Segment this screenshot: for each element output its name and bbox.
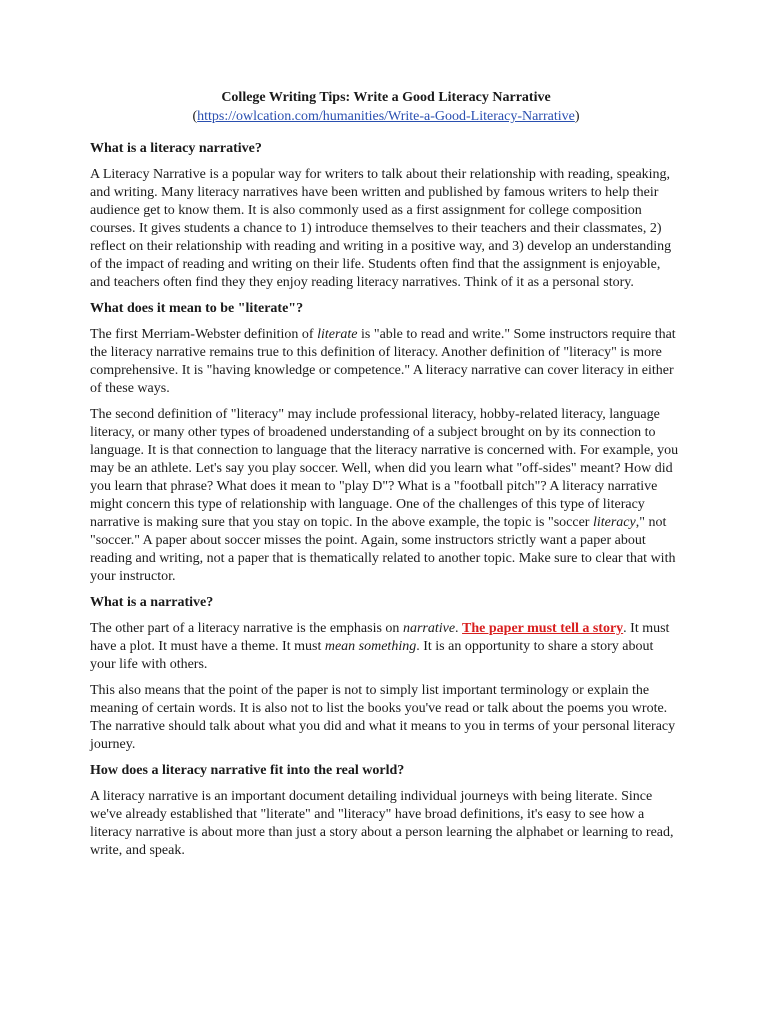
text-run: . (455, 621, 463, 636)
source-paren-open: ( (192, 109, 198, 124)
red-emphasis: The paper must tell a story (462, 621, 624, 636)
italic-term-literate: literate (317, 327, 358, 342)
source-paren-close: ) (574, 109, 580, 124)
paragraph-narrative-point: This also means that the point of the paper is not to simply list important terminology or explain the meaning of certain words. It is also not to list the books you've read or talk about the poems you wrote. The narrative should talk about what you did and what it means to you in terms of your personal literacy journey. (90, 683, 676, 752)
text-run: ," not "soccer." A paper about soccer misses the point. Again, some instructors strictly want a paper about reading and writing, not a paper that is thematically related to another topic. Make sure to clear that with your instructor. (90, 515, 676, 584)
document-title: College Writing Tips: Write a Good Literacy Narrative (221, 90, 551, 105)
document-page (90, 88, 682, 868)
paragraph-real-world: A literacy narrative is an important document detailing individual journeys with being literate. Since we've already established that "literate" and "literacy" have broad definitions, it's easy to see how a literacy narrative is about more than just a story about a person learning the alphabet or learning to read, write, and speak. (90, 789, 674, 858)
text-run: The second definition of "literacy" may include professional literacy, hobby-related literacy, language literacy, or many other types of broadened understanding of a subject brought on by its connection to language. It is that connection to language that the literacy narrative is concerned with. For example, you may be an athlete. Let's say you play soccer. Well, when did you learn what "off-sides" meant? How did you learn that phrase? What does it mean to "play D"? What is a "football pitch"? A literacy narrative might concern this type of relationship with language. One of the challenges of this type of literacy narrative is making sure that you stay on topic. In the above example, the topic is "soccer (90, 407, 679, 530)
text-run: . It must have a plot. It must have a theme. It must (90, 621, 670, 654)
italic-term-narrative: narrative (402, 621, 456, 636)
paragraph-narrative-emphasis (90, 620, 682, 674)
section-heading-literate: What does it mean to be "literate"? (90, 301, 304, 316)
text-run: . It is an opportunity to share a story about your life with others. (90, 639, 654, 672)
text-run: The other part of a literacy narrative is the emphasis on (90, 621, 403, 636)
italic-term-mean-something: mean something (324, 639, 417, 654)
section-heading-narrative: What is a narrative? (90, 595, 214, 610)
source-link[interactable]: https://owlcation.com/humanities/Write-a-Good-Literacy-Narrative (197, 109, 575, 124)
paragraph-literacy-narrative: A Literacy Narrative is a popular way for writers to talk about their relationship with reading, speaking, and writing. Many literacy narratives have been written and published by famous writers to help their audience get to know them. It is also commonly used as a first assignment for college composition courses. It gives students a chance to 1) introduce themselves to their teachers and their classmates, 2) reflect on their relationship with reading and writing in a positive way, and 3) develop an understanding of the impact of reading and writing on their life. Students often find that the assignment is enjoyable, and teachers often find they they enjoy reading literacy narratives. Think of it as a personal story. (90, 167, 672, 290)
section-heading-literacy-narrative: What is a literacy narrative? (90, 141, 262, 156)
source-line (90, 107, 682, 126)
paragraph-second-definition (90, 406, 682, 586)
text-run: The first Merriam-Webster definition of (90, 327, 318, 342)
section-heading-real-world: How does a literacy narrative fit into the real world? (90, 763, 405, 778)
italic-term-literacy: literacy (592, 515, 636, 530)
paragraph-literate-definition (90, 326, 682, 398)
text-run: is "able to read and write." Some instructors require that the literacy narrative remains true to this definition of literacy. Another definition of "literacy" is more comprehensive. It is "having knowledge or competence." A literacy narrative can cover literacy in either of these ways. (90, 327, 676, 396)
